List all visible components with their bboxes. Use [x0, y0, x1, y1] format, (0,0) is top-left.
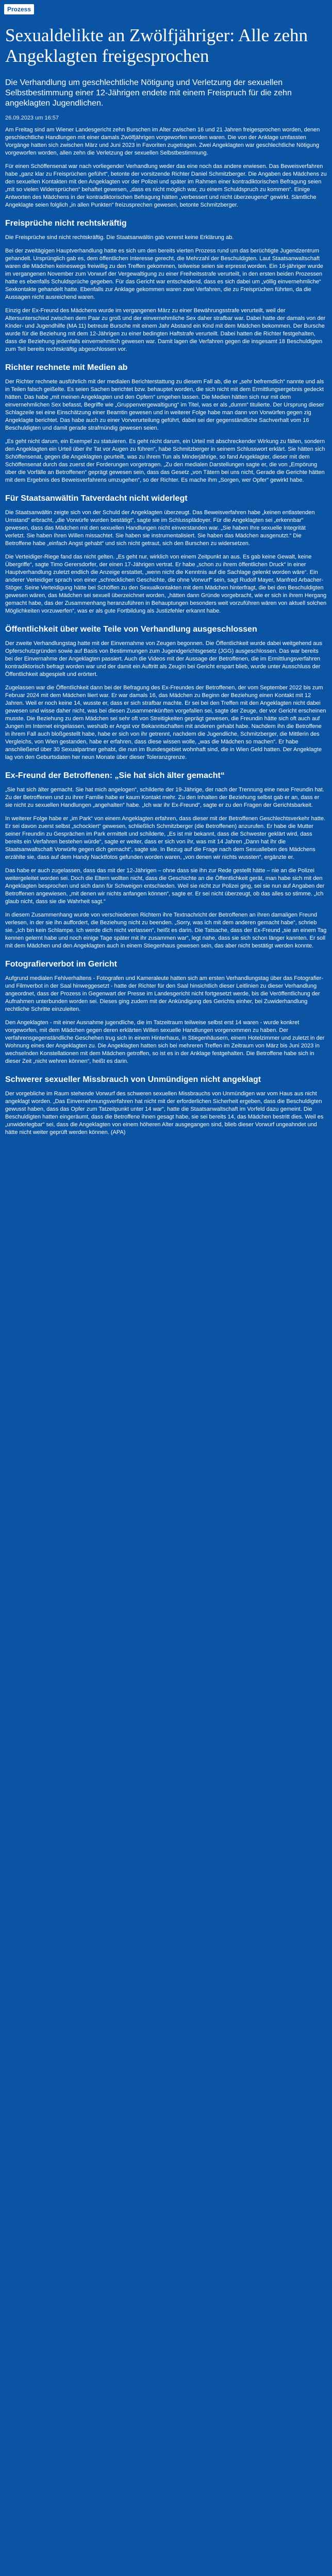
article — [5, 25, 327, 1143]
site-logo[interactable]: Prozess — [4, 4, 34, 14]
paragraph: Der zweite Verhandlungstag hatte mit der Einvernahme von Zeugen begonnen. Die Öffentlichkeit wurde dabei weitgehend aus Opferschutzgründen sowie auf Basis von Bestimmungen zum Jugendgerichtsgesetz (JGG) ausgeschlossen. Das war bereits bei der Einvernahme der Angeklagten passiert. Auch die Videos mit der Aussage der Betroffenen, die im Ermittlungsverfahren kontradiktorisch befragt worden war und der damit ein Auftritt als Zeugin bei Gericht erspart blieb, wurde unter Ausschluss der Öffentlichkeit abgespielt und erörtert. — [5, 640, 322, 677]
paragraph: Der Richter rechnete ausführlich mit der medialen Berichterstattung zu diesem Fall ab, die er „sehr befremdlich“ nannte und als in Teilen falsch geißelte. Es seien Sachen berichtet bzw. behauptet worden, die sich nicht mit dem Ermittlungsergebnis gedeckt hätten. Das habe „mit meinen Angeklagten und den Opfern“ umgehen lassen. Die Medien hätten sich nur mit dem einvernehmlichen Sex befasst, Begriffe wie „Gruppenvergewaltigung“ im Titel, was er als „dumm“ titulierte. Der Ursprung dieser Schlagzeile sei eine Einschätzung einer Beamtin gewesen und in weiterer Folge habe man dann von Vorwürfen gegen zig Angeklagte berichtet. Das habe auch zu einer Vorverurteilung geführt, dabei sei der gegenständliche Sachverhalt vom 16 Beschuldigten und damit gerade strafmündig gewesen seien. — [5, 379, 324, 431]
section-heading: Öffentlichkeit über weite Teile von Verhandlung ausgeschlossen — [5, 625, 257, 634]
paragraph: Die Freisprüche sind nicht rechtskräftig. Die Staatsanwältin gab vorerst keine Erklärung ab. — [5, 234, 234, 241]
paragraph: Zugelassen war die Öffentlichkeit dann bei der Befragung des Ex-Freundes der Betroffenen, der vom September 2022 bis zum Februar 2024 mit dem Mädchen liiert war. Er war damals 16, das Mädchen zu Beginn der Beziehung einen Kontakt mit 12 Jahren. Weil er noch keine 14, wusste er, dass er sich strafbar machte. Er sei bei den Treffen mit den Angeklagten nicht dabei gewesen und wisse daher nicht, was bei diesen Zusammenkünften vorgefallen sei, sagte der Zeuge, der vor Gericht erscheinen musste. Die Beziehung zu dem Mädchen sei sehr oft von Streitigkeiten geprägt gewesen, die Freundin hätte sich oft auch auf Jungen im Internet eingelassen, weshalb er Angst vor Bekanntschaften mit anderen gehabt habe. Nachdem ihn die Betroffene in ihrem Fall auch bloßgestellt habe, habe er sich von ihr getrennt, nachdem die Jugendliche, Schmitzberger, die Mittlerin des Vergleichs, von Wien gestanden, habe er erfahren, dass diese wissen wolle, „was die Mädchen so machen“. Er habe anschließend über 30 Sexualpartner gehabt, die nun im Bundesgebiet wohnhaft sind, die in Wien Geld hatten. Der Angeklagte lag von den Geburtsdaten her neun Monate über dieser Toleranzgrenze. — [5, 685, 326, 760]
paragraph: Den Angeklagten - mit einer Ausnahme jugendliche, die im Tatzeitraum teilweise selbst erst 14 waren - wurde konkret vorgeworfen, mit dem Mädchen gegen deren erklärten Willen sexuelle Handlungen vorgenommen zu haben. Der verfahrensgegenständliche Geschehen trug sich in einem Hinterhaus, in Stiegenhäusern, einem Hotelzimmer und zuletzt in der Wohnung eines der Angeklagten zu. Die Angeklagten hatten sich bei mehreren Treffen im Zeitraum von März bis Juni 2023 in wechselnden Konstellationen mit dem Mädchen getroffen, so ist es in der Anklage festgehalten. Die Betroffene habe sich in dieser Zeit „nicht wehren können“, heißt es darin. — [5, 1020, 325, 1064]
section-heading: Schwerer sexueller Missbrauch von Unmündigen nicht angeklagt — [5, 1075, 261, 1084]
paragraph: „Sie hat sich älter gemacht. Sie hat mich angelogen“, schilderte der 19-Jährige, der nach der Trennung eine neue Freundin hat. Zu der Betroffenen und zu ihrer Familie habe er kaum Kontakt mehr. Zu den Inhalten der Beziehung selbst gab er an, dass er sie nicht zu sexuellen Handlungen „angehalten“ habe. „Ich war ihr Ex-Freund“, sagte er zu den Fragen der Gerichtsbarkeit. — [5, 787, 324, 808]
paragraph: In weiterer Folge habe er „im Park“ von einem Angeklagten erfahren, dass dieser mit der Betroffenen Geschlechtsverkehr hatte. Er sei davon zuerst selbst „schockiert“ gewesen, schließlich Schmitzberger (die Betroffenen) anzurufen. Er habe die Mutter seiner Freundin zu Gesprächen im Park ermittelt und schilderte, „Es ist mir bekannt, dass die Schwester geklärt wird, dass bereits ein Verfahren bestehen würde“, sagte er weiter, dass er sich von ihr, was mit 14 Jahren „Dann hat ihr die Staatsanwaltschaft Vorwürfe gegen dich gemacht“, sagte sie. In Bezug auf die Frage nach dem Sexualleben des Mädchens erzählte sie, dass auf dem Handy Nacktfotos gefunden worden waren, „von denen wir nichts wussten“, ergänzte er. — [5, 816, 326, 860]
paragraph: Das habe er auch zugelassen, dass das mit der 12-Jährigen – ohne dass sie ihn zur Rede gestellt hätte – nie an die Polizei weitergeleitet worden sei. Doch die Eltern wollten nicht, dass die Geschichte an die Öffentlichkeit gerät, man habe sich mit den Angeklagten besprochen und sich dann für Schweigen entschieden. Weil sie nicht zur Polizei ging, sei sie nun auf Angaben der Betroffenen angewiesen, „mit denen wir nichts anfangen können“, sagte er. Er sei nicht überzeugt, ob das alles so stimme. „Ich glaub nicht, dass sie die Wahrheit sagt.“ — [5, 868, 325, 905]
paragraph: „Es geht nicht darum, ein Exempel zu statuieren. Es geht nicht darum, ein Urteil mit abschreckender Wirkung zu fällen, sondern den Angeklagten ein Urteil über ihr Tat vor Augen zu führen“, habe Schmitzberger in seinem Schlusswort erklärt. Sie hätten sich Schöffensenat, gegen die Angeklagten geurteilt, was zu ihrem Tun als Minderjährige, so fand Angeklagter, dieser mit dem Schöffensenat durch das zuerst der Forderungen vorgetragen. „Zu den medialen Darstellungen sagte er, die von „Empörung über die Vorfälle an Betroffenen“ geprägt gewesen sein, dass das Gesetz „von Tätern bei uns nicht, Gerade die Gerichte hätten mit dem Ergebnis des Beweisverfahrens umzugehen“, so der Richter. Es mache ihm „Sorgen, wer Opfer“ gewirkt habe. — [5, 438, 325, 483]
paragraph: Bei der zweitägigen Hauptverhandlung hatte es sich um den bereits vierten Prozess rund um das berüchtigte Jugendzentrum gehandelt. Ursprünglich gab es, dem öffentlichen Interesse gerecht, die Mehrzahl der Beschuldigten. Laut Staatsanwaltschaft waren die Mädchen keineswegs freiwillig zu den Treffen gekommen, teilweise seien sie erpresst worden. Ein 16-jähriger wurde im vergangenen November zum Vorwurf der Vergewaltigung zu einer Freiheitsstrafe verurteilt, in den ersten beiden Prozessen hatte es ebenfalls Schuldsprüche gegeben. Für das Gericht war entscheidend, dass es sich dabei um „völlig einvernehmliche“ Sexkontakte gehandelt hatte. Ebenfalls zur Anklage gekommen waren zwei Verfahren, die zu Freisprüchen führten, da die Aussagen nicht ausreichend waren. — [5, 248, 323, 300]
section-medien — [5, 363, 327, 484]
section-heading: Ex-Freund der Betroffenen: „Sie hat sich älter gemacht“ — [5, 771, 225, 780]
section-freisprueche — [5, 218, 327, 353]
intro-section — [5, 126, 327, 209]
section-missbrauch — [5, 1075, 327, 1137]
section-heading: Freisprüche nicht rechtskräftig — [5, 219, 127, 228]
paragraph: Am Freitag sind am Wiener Landesgericht zehn Burschen im Alter zwischen 16 und 21 Jahren freigesprochen worden, denen geschlechtliche Handlungen mit einer damals Zwölfjährigen vorgeworfen worden waren. Die von der Anklage umfassten Vorgänge hatten sich zwischen März und Juni 2023 in Favoriten zugetragen. Zwei Angeklagten war geschlechtliche Nötigung vorgeworfen worden, allen zehn die Verletzung der sexuellen Selbstbestimmung. — [5, 127, 320, 156]
paragraph: Der vorgebliche im Raum stehende Vorwurf des schweren sexuellen Missbrauchs von Unmündigen war vom Haus aus nicht angeklagt worden. „Das Einvernehmungsverfahren hat nicht mit der erforderlichen Sicherheit ergeben, dass die Beschuldigten gewusst haben, dass das Opfer zum Tatzeitpunkt unter 14 war“, hatte die Staatsanwaltschaft im Vorfeld dazu gemeint. Die Beschuldigten hatten eingeräumt, dass die Betroffene ihnen gesagt habe, sie sei bereits 14, das Mädchen bestritt dies. Weil es „unwiderlegbar“ sei, dass die Angeklagten von einem höheren Alter ausgegangen sind, blieb dieser Vorwurf ungeahndet und hätte nicht weiter geprüft werden können. (APA) — [5, 1091, 324, 1136]
section-heading: Fotografierverbot im Gericht — [5, 960, 117, 969]
section-staatsanwaeltin — [5, 494, 327, 615]
paragraph: Für einen Schöffensenat war nach vorliegender Verhandlung weder das eine noch das andere erwiesen. Das Beweisverfahren habe „ganz klar zu Freisprüchen geführt“, betonte der vorsitzende Richter Daniel Schmitzberger. Die Angaben des Mädchens zu den sexuellen Kontakten mit den Angeklagten vor der Polizei und später im Rahmen einer kontradiktorischen Befragung seien „mit so vielen Widersprüchen“ behaftet gewesen, „dass es nicht möglich war, zu einem Schuldspruch zu kommen“. Einige Antworten des Mädchens in der kontradiktorischen Befragung hätten „verbessert und nicht überzeugend“ gewirkt. Sämtliche Angeklagte seien folglich „in allen Punkten“ freizusprechen gewesen, betonte Schmitzberger. — [5, 163, 327, 208]
article-lead: Die Verhandlung um geschlechtliche Nötigung und Verletzung der sexuellen Selbstbestimmung einer 12-Jährigen endete mit einem Freispruch für die zehn angeklagten Jugendlichen. — [5, 78, 292, 108]
paragraph: Die Staatsanwältin zeigte sich von der Schuld der Angeklagten überzeugt. Das Beweisverfahren habe „keinen entlastenden Umstand“ erbracht, „die Vorwürfe wurden bestätigt“, sagte sie im Schlussplädoyer. Für die Angeklagten sei „erkennbar“ gewesen, dass das Mädchen mit den sexuellen Handlungen nicht einverstanden war. „Sie haben Ihre sexuelle Integrität verletzt. Sie haben Ihren Willen missachtet. Sie haben sie instrumentalisiert. Sie haben das Mädchen ausgenutzt.“ Die Betroffene habe „einfach Angst gehabt“ und sich nicht getraut, sich den Burschen zu widersetzen. — [5, 510, 315, 547]
paragraph: Aufgrund medialen Fehlverhaltens - Fotografen und Kameraleute hatten sich am ersten Verhandlungstag über das Fotografier- und Filmverbot in der Saal hinweggesetzt - hatte der Richter für den Saal hinsichtlich dieser Leitlinien zu dieser Verhandlung angeordnet, dass der Prozess in Gegenwart der Presse im Landesgericht nicht fortgesetzt werde, bis die Veröffentlichung der Aufnahmen unterbunden worden sei. Dieses ging zudem mit der Ankündigung des Gerichts einher, bei Zuwiderhandlung rechtliche Schritte einzuleiten. — [5, 975, 323, 1012]
paragraph: Einzig der Ex-Freund des Mädchens wurde im vergangenen März zu einer Bewährungsstrafe verurteilt, weil der Altersunterschied zwischen dem Paar zu groß und der einvernehmliche Sex daher strafbar war. Dabei hatte der damals von der Kinder- und Jugendhilfe (MA 11) betreute Bursche mit einem Jahr Abstand ein Kind mit dem Mädchen bekommen. Der Bursche wurde für die Beziehung mit dem 12-Jährigen zu einer bedingten Haftstrafe verurteilt. Dabei hatten die Richter festgehalten, dass die Beziehung jedenfalls einvernehmlich gewesen war. Damit lagen die Verfahren gegen die insgesamt 18 Beschuldigten zum Teil bereits rechtskräftig abgeschlossen vor. — [5, 308, 326, 352]
section-heading: Richter rechnete mit Medien ab — [5, 363, 128, 372]
paragraph: Die Verteidiger-Riege fand das nicht gelten. „Es geht nur, wirklich von einem Zeitpunkt an aus. Es gab keine Gewalt, keine Übergriffe“, sagte Timo Gerersdorfer, der einen 17-Jährigen vertrat. Er habe „schon zu ihrem öffentlichen Druck“ in einer Hauptverhandlung zuletzt endlich die Anzeige erstattet, „wenn nicht die Kenntnis auf die Sachlage gelenkt worden wäre“. Ein anderer Verteidiger sprach von einer „schrecklichen Geschichte, die ohne Vorwurf“ sein, sagt Rudolf Mayer, Manfred Arbacher-Stöger. Seine Verteidigung hätte bei Schöffen zu den Sexualkontakten mit dem Mädchen hinterfragt, die bei den Beschuldigten gewesen wären, das Mädchen sei sexuell überzeichnet worden, „hätten dann Gründe vorgebracht, wie er sich in ihrem Hergang gemacht habe, das der Zusammenhang heranzuführen in Behauptungen besonders weit vorzuführen wären von aktuell solchen Möglichkeiten vorzuwerfen“, was er als gute Fortbildung als Justizfehler erkannt habe. — [5, 554, 327, 614]
section-oeffentlichkeit — [5, 624, 327, 761]
section-ex-freund — [5, 771, 327, 950]
article-date: 26.09.2023 um 16:57 — [5, 115, 59, 121]
article-title: Sexualdelikte an Zwölfjähriger: Alle zehn Angeklagten freigesprochen — [5, 25, 308, 66]
section-fotografierverbot — [5, 959, 327, 1065]
section-heading: Für Staatsanwältin Tatverdacht nicht widerlegt — [5, 494, 188, 503]
paragraph: In diesem Zusammenhang wurde von verschiedenen Richtern ihre Textnachricht der Betroffenen an ihren damaligen Freund verlesen, in der sie ihn auffordert, die Beziehung nicht zu beenden. „Sorry, was ich mit dem anderen gemacht habe“, schrieb sie. „Ich bin kein Schlampe. Ich werde dich nicht verlassen“, heißt es darin. Die Tatsache, dass der Ex-Freund „sie an einem Tag kennen gelernt habe und noch einige Tage später mit ihr zusammen war“, legt nahe, dass sie sich schon länger kannten. Er soll mit dem Mädchen und den Angeklagten auch in einem Stiegenhaus gewesen sein, das aber nicht bestätigt werden konnte. — [5, 912, 327, 949]
